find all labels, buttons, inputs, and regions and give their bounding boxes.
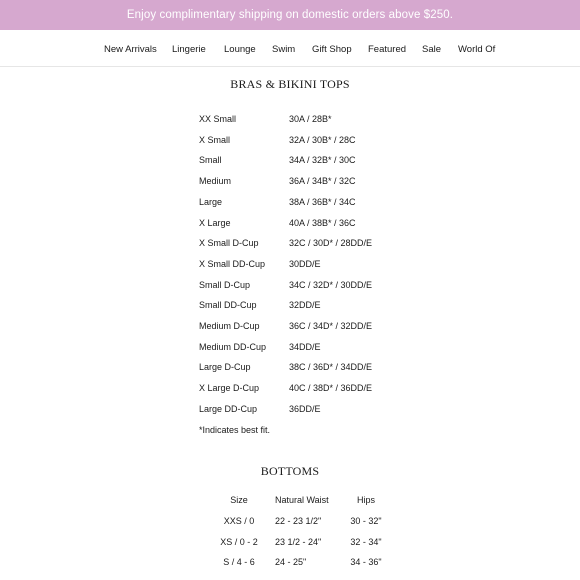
bra-size-label: Small D-Cup [199, 279, 251, 290]
bra-size-value: 32DD/E [289, 300, 321, 311]
bra-size-label: Medium [199, 176, 232, 187]
bottoms-table-cell: 24 - 25" [275, 557, 307, 567]
nav-item-gift-shop[interactable]: Gift Shop [312, 44, 352, 55]
bra-size-row [0, 197, 580, 211]
bra-size-value: 32A / 30B* / 28C [289, 134, 356, 145]
best-fit-note: *Indicates best fit. [199, 425, 271, 435]
bra-size-value: 32C / 30D* / 28DD/E [289, 238, 373, 249]
bra-size-value: 38A / 36B* / 34C [289, 196, 356, 207]
bra-size-row [0, 280, 580, 294]
bra-size-value: 36A / 34B* / 32C [289, 176, 356, 187]
bottoms-table-cell: 30 - 32" [350, 516, 382, 526]
bra-size-label: Small DD-Cup [199, 300, 257, 311]
bra-size-value: 34C / 32D* / 30DD/E [289, 279, 373, 290]
bottoms-table-cell: XS / 0 - 2 [220, 537, 258, 547]
bra-size-value: 36DD/E [289, 403, 321, 414]
bra-size-value: 34DD/E [289, 341, 321, 352]
bra-size-row [0, 176, 580, 190]
promo-banner [0, 0, 580, 30]
bottoms-table-cell: XXS / 0 [223, 516, 255, 526]
nav-item-featured[interactable]: Featured [368, 44, 407, 55]
bottoms-section-title: BOTTOMS [260, 464, 320, 478]
bra-size-row [0, 259, 580, 273]
nav-item-new-arrivals[interactable]: New Arrivals [104, 44, 157, 55]
bra-size-row [0, 383, 580, 397]
nav-item-swim[interactable]: Swim [272, 44, 296, 55]
nav-item-world-of[interactable]: World Of [458, 44, 496, 55]
main-nav [0, 30, 580, 67]
bra-size-row [0, 238, 580, 252]
bra-size-label: X Small [199, 134, 231, 145]
bra-size-value: 40A / 38B* / 36C [289, 217, 356, 228]
bra-size-value: 30A / 28B* [289, 114, 332, 124]
bra-size-label: X Small D-Cup [199, 238, 259, 249]
bra-size-row [0, 155, 580, 169]
bottoms-table-cell: 23 1/2 - 24" [275, 537, 322, 547]
bottoms-column-header: Size [230, 495, 248, 505]
bra-size-label: Large DD-Cup [199, 403, 258, 414]
nav-item-lingerie[interactable]: Lingerie [172, 44, 206, 55]
bra-size-label: Small [199, 155, 222, 166]
bra-size-value: 40C / 38D* / 36DD/E [289, 383, 373, 394]
bra-size-label: X Large D-Cup [199, 383, 260, 394]
bra-size-row [0, 342, 580, 356]
bottoms-table-cell: 34 - 36" [350, 557, 382, 567]
bra-size-value: 30DD/E [289, 258, 321, 269]
bra-size-label: Medium D-Cup [199, 321, 260, 331]
bra-size-label: XX Small [199, 114, 237, 124]
bra-size-row [0, 114, 580, 128]
bra-size-label: X Small DD-Cup [199, 258, 266, 269]
bra-size-row [0, 135, 580, 149]
bra-size-value: 38C / 36D* / 34DD/E [289, 362, 373, 373]
bra-size-label: Large [199, 196, 223, 207]
bra-size-label: Medium DD-Cup [199, 341, 267, 352]
bra-size-row [0, 362, 580, 376]
bra-size-value: 34A / 32B* / 30C [289, 155, 356, 166]
bra-size-row [0, 300, 580, 314]
bra-size-value: 36C / 34D* / 32DD/E [289, 321, 373, 331]
bottoms-column-header: Natural Waist [275, 495, 329, 505]
bra-size-row [0, 218, 580, 232]
nav-item-lounge[interactable]: Lounge [224, 44, 256, 55]
bra-size-row [0, 404, 580, 418]
bottoms-table-cell: 32 - 34" [350, 537, 382, 547]
bottoms-table-cell: S / 4 - 6 [223, 557, 255, 567]
nav-item-sale[interactable]: Sale [422, 44, 442, 55]
bras-section-title: BRAS & BIKINI TOPS [230, 77, 350, 91]
bottoms-table-cell: 22 - 23 1/2" [275, 516, 322, 526]
bra-size-label: X Large [199, 217, 231, 228]
bra-size-row [0, 321, 580, 335]
promo-text: Enjoy complimentary shipping on domestic orders above $250. [126, 9, 454, 21]
bra-size-label: Large D-Cup [199, 362, 251, 373]
bottoms-column-header: Hips [356, 495, 375, 505]
